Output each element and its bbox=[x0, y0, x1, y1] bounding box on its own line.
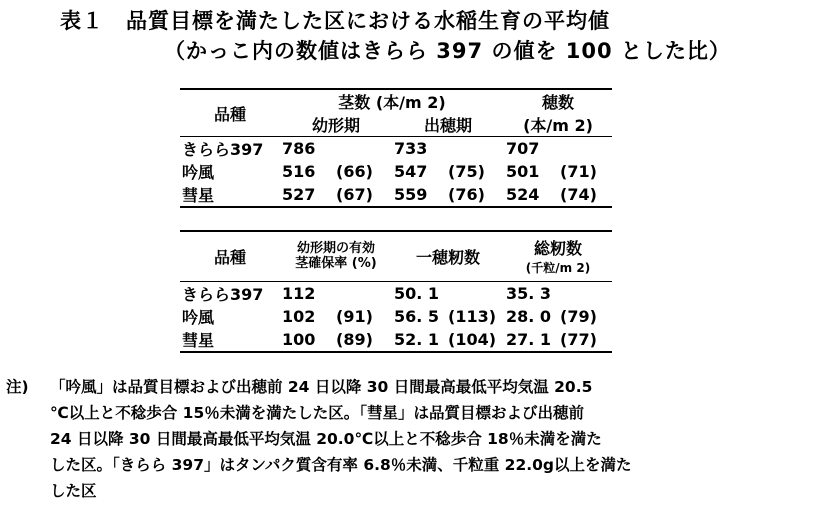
title-line-1: 表１ 品質目標を満たした区における水稲生育の平均値 bbox=[60, 9, 610, 33]
footnote-line: ℃以上と不稔歩合 15％未満を満たした区。「彗星」は品質目標および出穂前 bbox=[50, 404, 584, 422]
footnote-line: した区。「きらら 397」はタンパク質含有率 6.8％未満、千粒重 22.0g以上を満た bbox=[50, 456, 632, 474]
header-panicles-unit: (本/m 2) bbox=[504, 113, 612, 137]
footnote bbox=[6, 374, 818, 504]
header-heading: 出穂期 bbox=[392, 113, 504, 137]
header-young-panicle: 幼形期 bbox=[280, 113, 392, 137]
header-variety: 品種 bbox=[213, 104, 246, 124]
footnote-line: 24 日以降 30 日間最高最低平均気温 20.0℃以上と不稔歩合 18％未満を満た bbox=[50, 430, 602, 448]
header-panicles: 穂数 bbox=[541, 93, 574, 112]
table-row: きらら397 786 733 707 bbox=[180, 137, 612, 161]
table-row: 吟風 516 (66) 547 (75) 501 (71) bbox=[182, 162, 597, 182]
header-grains-per-panicle: 一穂籾数 bbox=[415, 247, 480, 267]
footnote-line: した区 bbox=[50, 482, 97, 500]
footnote-label: 注) bbox=[6, 378, 29, 396]
header-effective-stem-rate: 幼形期の有効 茎確保率 (%) bbox=[295, 241, 377, 272]
table-row: 彗星 527 (67) 559 (76) 524 (74) bbox=[180, 183, 612, 207]
header-variety: 品種 bbox=[213, 247, 246, 267]
footnote-line: 「吟風」は品質目標および出穂前 24 日以降 30 日間最高最低平均気温 20.5 bbox=[50, 378, 593, 396]
table-row: 彗星 100 (89) 52. 1 (104) 27. 1 (77) bbox=[180, 328, 612, 352]
title-line-2: （かっこ内の数値はきらら 397 の値を 100 とした比） bbox=[164, 39, 731, 63]
table-row: きらら397 112 50. 1 35. 3 bbox=[180, 281, 612, 305]
header-total-grains: 総籾数 (千粒/m 2) bbox=[525, 239, 591, 276]
grain-count-table bbox=[180, 230, 612, 353]
header-stem-count: 茎数 (本/m 2) bbox=[338, 93, 446, 112]
table-title bbox=[60, 6, 820, 66]
table-row: 吟風 102 (91) 56. 5 (113) 28. 0 (79) bbox=[182, 306, 597, 327]
stem-count-table bbox=[180, 88, 612, 208]
